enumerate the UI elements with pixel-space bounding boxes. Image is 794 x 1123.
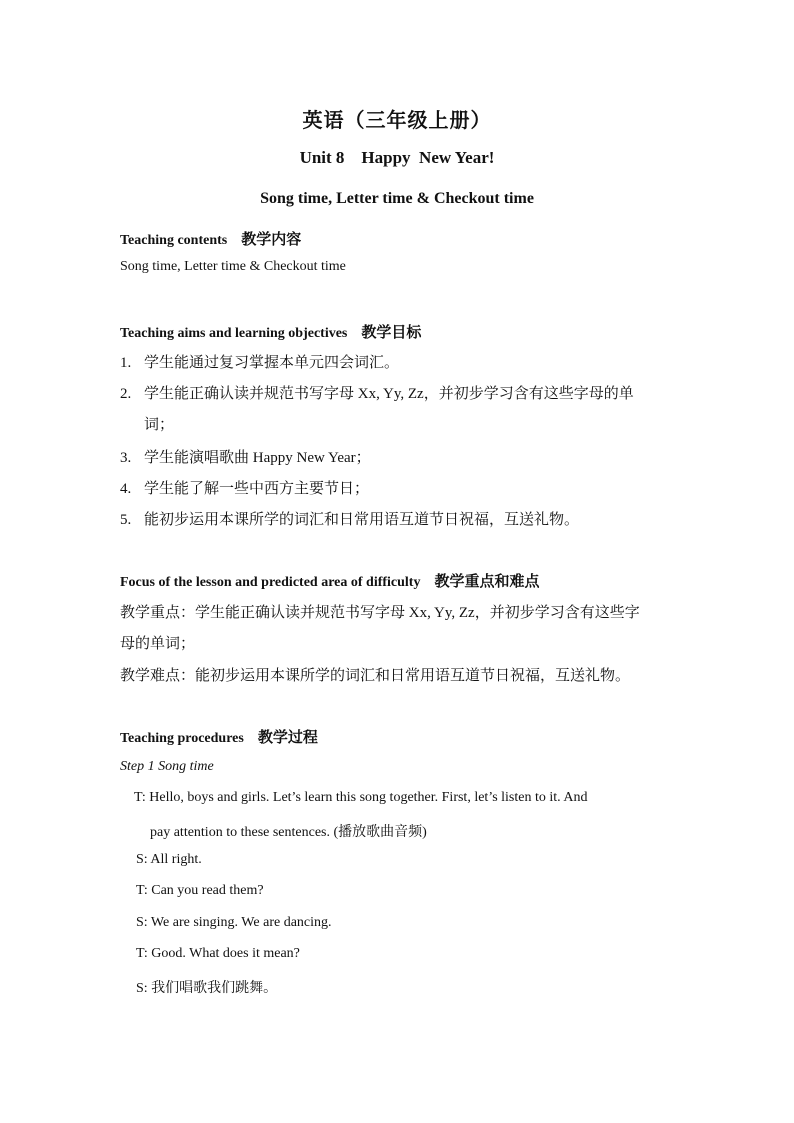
contents-text: Song time, Letter time & Checkout time: [120, 259, 346, 274]
aims-heading: [120, 321, 421, 342]
aim-number: 3.: [120, 450, 132, 466]
aim-item: [120, 351, 399, 372]
contents-heading-cn: 教学内容: [241, 232, 302, 248]
aim-text: 能初步运用本课所学的词汇和日常用语互道节日祝福，互送礼物。: [144, 512, 580, 528]
step-title: Step 1 Song time: [120, 759, 214, 774]
unit-title: Unit 8 Happy New Year!: [299, 148, 495, 167]
dialogue-line: T: Can you read them?: [136, 883, 264, 898]
aim-continuation: 词；: [144, 417, 175, 433]
aim-item: [120, 508, 579, 529]
aims-heading-en: Teaching aims and learning objectives: [120, 326, 348, 341]
aim-item: [120, 382, 634, 403]
focus-heading-cn: 教学重点和难点: [434, 574, 540, 590]
dialogue-line: S: 我们唱歌我们跳舞。: [136, 981, 278, 996]
dialogue-line: S: All right.: [136, 852, 202, 867]
aim-text: 学生能通过复习掌握本单元四会词汇。: [144, 355, 400, 371]
focus-heading-en: Focus of the lesson and predicted area of difficulty: [120, 575, 421, 590]
aim-number: 4.: [120, 481, 132, 497]
aim-item: [120, 446, 371, 467]
aims-heading-cn: 教学目标: [361, 325, 422, 341]
aim-text: 学生能演唱歌曲 Happy New Year；: [144, 450, 371, 466]
aim-number: 5.: [120, 512, 132, 528]
aim-text: 学生能了解一些中西方主要节日；: [144, 481, 370, 497]
procedures-heading-en: Teaching procedures: [120, 731, 244, 746]
dialogue-line: pay attention to these sentences. (播放歌曲音频): [150, 825, 427, 840]
contents-heading: [120, 228, 301, 249]
dialogue-line: T: Hello, boys and girls. Let’s learn this song together. First, let’s listen to it. And: [134, 790, 588, 805]
dialogue-line: S: We are singing. We are dancing.: [136, 915, 332, 930]
contents-heading-en: Teaching contents: [120, 233, 228, 248]
aim-number: 1.: [120, 355, 132, 371]
procedures-heading-cn: 教学过程: [257, 730, 318, 746]
aim-text: 学生能正确认读并规范书写字母 Xx, Yy, Zz，并初步学习含有这些字母的单: [144, 386, 634, 402]
procedures-heading: [120, 726, 318, 747]
lesson-subtitle: Song time, Letter time & Checkout time: [260, 190, 534, 207]
dialogue-line: T: Good. What does it mean?: [136, 946, 300, 961]
focus-heading: [120, 570, 540, 591]
key-point-line: 母的单词；: [120, 636, 196, 652]
difficulty-line: 教学难点：能初步运用本课所学的词汇和日常用语互道节日祝福，互送礼物。: [120, 668, 631, 684]
key-point-line: 教学重点：学生能正确认读并规范书写字母 Xx, Yy, Zz，并初步学习含有这些字: [120, 605, 640, 621]
aim-number: 2.: [120, 386, 132, 402]
aim-item: [120, 477, 369, 498]
document-title: 英语（三年级上册）: [302, 110, 492, 132]
